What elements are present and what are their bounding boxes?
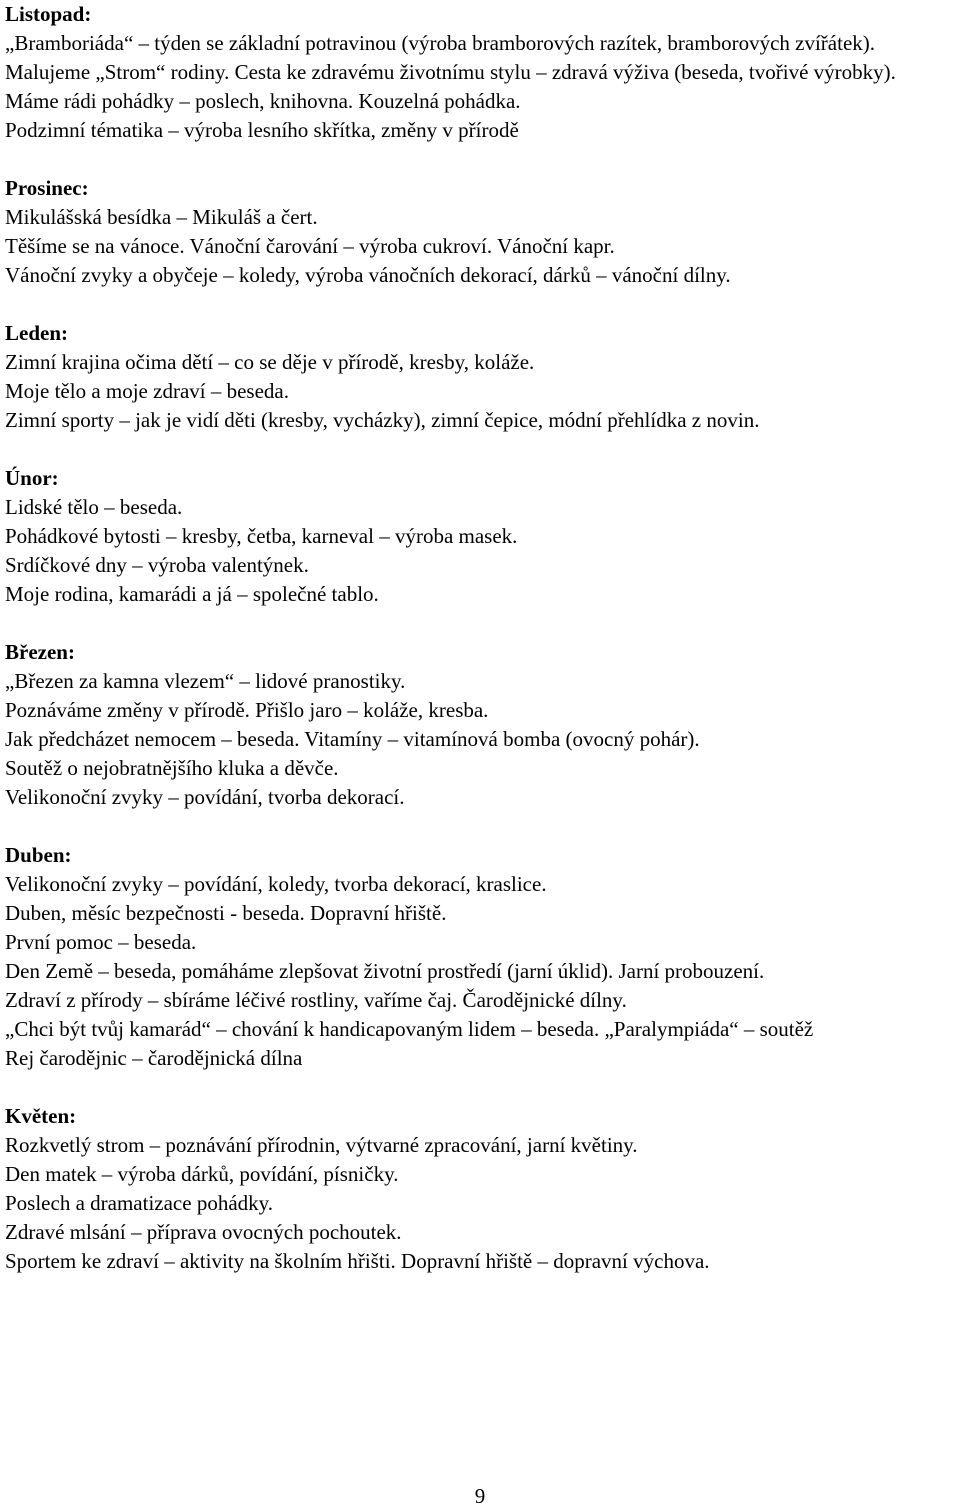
section-spacer bbox=[5, 290, 955, 319]
text-line: Moje tělo a moje zdraví – beseda. bbox=[5, 379, 289, 403]
section-heading: Únor: bbox=[5, 466, 59, 490]
section-spacer bbox=[5, 609, 955, 638]
section-leden bbox=[5, 319, 955, 435]
text-line: Máme rádi pohádky – poslech, knihovna. Kouzelná pohádka. bbox=[5, 89, 521, 113]
section-duben bbox=[5, 841, 955, 1073]
text-line: Srdíčkové dny – výroba valentýnek. bbox=[5, 553, 309, 577]
text-line: Pohádkové bytosti – kresby, četba, karneval – výroba masek. bbox=[5, 524, 518, 548]
text-line: Zdraví z přírody – sbíráme léčivé rostliny, vaříme čaj. Čarodějnické dílny. bbox=[5, 988, 627, 1012]
page-number: 9 bbox=[474, 1484, 486, 1508]
text-line: Zdravé mlsání – příprava ovocných pochoutek. bbox=[5, 1220, 402, 1244]
section-heading: Květen: bbox=[5, 1104, 77, 1128]
section-kveten bbox=[5, 1102, 955, 1276]
text-line: „Bramboriáda“ – týden se základní potravinou (výroba bramborových razítek, bramborových zvířátek). bbox=[5, 31, 876, 55]
section-listopad bbox=[5, 0, 955, 145]
text-line: Den matek – výroba dárků, povídání, písničky. bbox=[5, 1162, 399, 1186]
section-brezen bbox=[5, 638, 955, 812]
text-line: Vánoční zvyky a obyčeje – koledy, výroba vánočních dekorací, dárků – vánoční dílny. bbox=[5, 263, 731, 287]
text-line: Velikonoční zvyky – povídání, koledy, tvorba dekorací, kraslice. bbox=[5, 872, 547, 896]
text-line: Den Země – beseda, pomáháme zlepšovat životní prostředí (jarní úklid). Jarní probouzení. bbox=[5, 959, 765, 983]
section-prosinec bbox=[5, 174, 955, 290]
text-line: První pomoc – beseda. bbox=[5, 930, 197, 954]
text-line: Těšíme se na vánoce. Vánoční čarování – výroba cukroví. Vánoční kapr. bbox=[5, 234, 615, 258]
text-line: Poslech a dramatizace pohádky. bbox=[5, 1191, 274, 1215]
section-heading: Leden: bbox=[5, 321, 68, 345]
text-line: Duben, měsíc bezpečnosti - beseda. Dopravní hřiště. bbox=[5, 901, 447, 925]
section-spacer bbox=[5, 1073, 955, 1102]
text-line: Poznáváme změny v přírodě. Přišlo jaro – koláže, kresba. bbox=[5, 698, 489, 722]
text-line: Jak předcházet nemocem – beseda. Vitamíny – vitamínová bomba (ovocný pohár). bbox=[5, 727, 700, 751]
text-line: Soutěž o nejobratnějšího kluka a děvče. bbox=[5, 756, 339, 780]
text-line: Rej čarodějnic – čarodějnická dílna bbox=[5, 1046, 303, 1070]
text-line: Zimní sporty – jak je vidí děti (kresby, vycházky), zimní čepice, módní přehlídka z novin. bbox=[5, 408, 760, 432]
text-line: Lidské tělo – beseda. bbox=[5, 495, 183, 519]
text-line: Malujeme „Strom“ rodiny. Cesta ke zdravému životnímu stylu – zdravá výživa (beseda, tvořivé výrobky). bbox=[5, 60, 896, 84]
section-heading: Prosinec: bbox=[5, 176, 89, 200]
section-spacer bbox=[5, 145, 955, 174]
text-line: Moje rodina, kamarádi a já – společné tablo. bbox=[5, 582, 379, 606]
text-line: Podzimní tématika – výroba lesního skřítka, změny v přírodě bbox=[5, 118, 519, 142]
section-heading: Duben: bbox=[5, 843, 72, 867]
section-spacer bbox=[5, 812, 955, 841]
section-spacer bbox=[5, 435, 955, 464]
text-line: Zimní krajina očima dětí – co se děje v přírodě, kresby, koláže. bbox=[5, 350, 535, 374]
text-line: „Chci být tvůj kamarád“ – chování k handicapovaným lidem – beseda. „Paralympiáda“ – soutěž bbox=[5, 1017, 814, 1041]
text-line: „Březen za kamna vlezem“ – lidové pranostiky. bbox=[5, 669, 406, 693]
text-line: Sportem ke zdraví – aktivity na školním hřišti. Dopravní hřiště – dopravní výchova. bbox=[5, 1249, 710, 1273]
section-heading: Listopad: bbox=[5, 2, 92, 26]
text-line: Velikonoční zvyky – povídání, tvorba dekorací. bbox=[5, 785, 405, 809]
text-line: Mikulášská besídka – Mikuláš a čert. bbox=[5, 205, 318, 229]
text-line: Rozkvetlý strom – poznávání přírodnin, výtvarné zpracování, jarní květiny. bbox=[5, 1133, 638, 1157]
section-unor bbox=[5, 464, 955, 609]
document-page bbox=[5, 0, 955, 1276]
section-heading: Březen: bbox=[5, 640, 75, 664]
